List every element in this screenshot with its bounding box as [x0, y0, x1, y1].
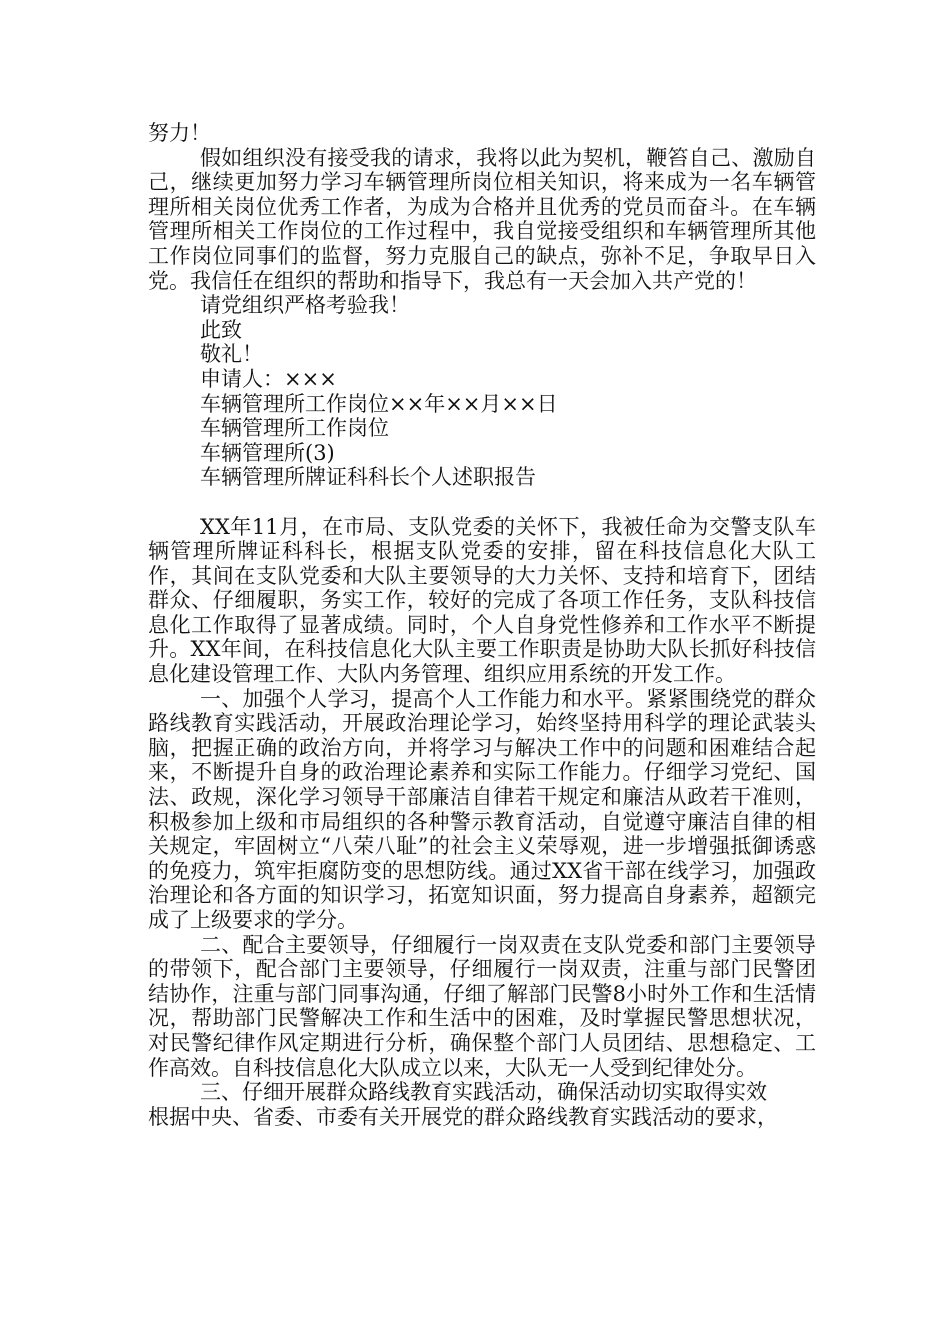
report-title: 车辆管理所牌证科科长个人述职报告: [200, 465, 536, 490]
blank-line: [148, 490, 816, 515]
paragraph-section-1: 一、加强个人学习，提高个人工作能力和水平。紧紧围绕党的群众路线教育实践活动，开展政治理论学习，始终坚持用科学的理论武装头脑，把握正确的政治方向，并将学习与解决工作中的问题和困难结合起来，不断提升自身的政治理论素养和实际工作能力。仔细学习党纪、国法、政规，深化学习领导干部廉洁自律若干规定和廉洁从政若干准则，积极参加上级和市局组织的各种警示教育活动，自觉遵守廉洁自律的相关规定，牢固树立“八荣八耻”的社会主义荣辱观，进一步增强抵御诱惑的免疫力，筑牢拒腐防变的思想防线。通过XX省干部在线学习，加强政治理论和各方面的知识学习，拓宽知识面，努力提高自身素养，超额完成了上级要求的学分。: [148, 686, 816, 932]
heading-section-3: 三、仔细开展群众路线教育实践活动，确保活动切实取得实效: [200, 1080, 767, 1105]
paragraph-section-3-start: 根据中央、省委、市委有关开展党的群众路线教育实践活动的要求，: [148, 1104, 778, 1129]
paragraph-intro: XX年11月，在市局、支队党委的关怀下，我被任命为交警支队车辆管理所牌证科科长，根据支队党委的安排，留在科技信息化大队工作，其间在支队党委和大队主要领导的大力关怀、支持和培育下，团结群众、仔细履职，务实工作，较好的完成了各项工作任务，支队科技信息化工作取得了显著成绩。同时，个人自身党性修养和工作水平不断提升。XX年间，在科技信息化大队主要工作职责是协助大队长抓好科技信息化建设管理工作、大队内务管理、组织应用系统的开发工作。: [148, 514, 816, 687]
line-applicant: 申请人：×××: [200, 366, 337, 391]
line-request-test: 请党组织严格考验我！: [200, 293, 410, 318]
paragraph-resolve: 假如组织没有接受我的请求，我将以此为契机，鞭笞自己、激励自己，继续更加努力学习车辆管理所岗位相关知识，将来成为一名车辆管理所相关岗位优秀工作者，为成为合格并且优秀的党员而奋斗。在车辆管理所相关工作岗位的工作过程中，我自觉接受组织和车辆管理所其他工作岗位同事们的监督，努力克服自己的缺点，弥补不足，争取早日入党。我信任在组织的帮助和指导下，我总有一天会加入共产党的！: [148, 145, 816, 293]
paragraph-closing-word: 努力！: [148, 121, 211, 145]
paragraph-section-2: 二、配合主要领导，仔细履行一岗双责在支队党委和部门主要领导的带领下，配合部门主要领导，仔细履行一岗双责，注重与部门民警团结协作，注重与部门同事沟通，仔细了解部门民警8小时外工作和生活情况，帮助部门民警解决工作和生活中的困难，及时掌握民警思想状况，对民警纪律作风定期进行分析，确保整个部门人员团结、思想稳定、工作高效。自科技信息化大队成立以来，大队无一人受到纪律处分。: [148, 932, 816, 1080]
line-section-3: 车辆管理所(3): [200, 440, 335, 465]
line-salutation-cizhi: 此致: [200, 317, 242, 342]
line-salutation-jingli: 敬礼！: [200, 342, 263, 367]
line-position: 车辆管理所工作岗位: [200, 416, 389, 441]
document-body: [148, 121, 816, 1129]
line-date: 车辆管理所工作岗位××年××月××日: [200, 391, 558, 416]
